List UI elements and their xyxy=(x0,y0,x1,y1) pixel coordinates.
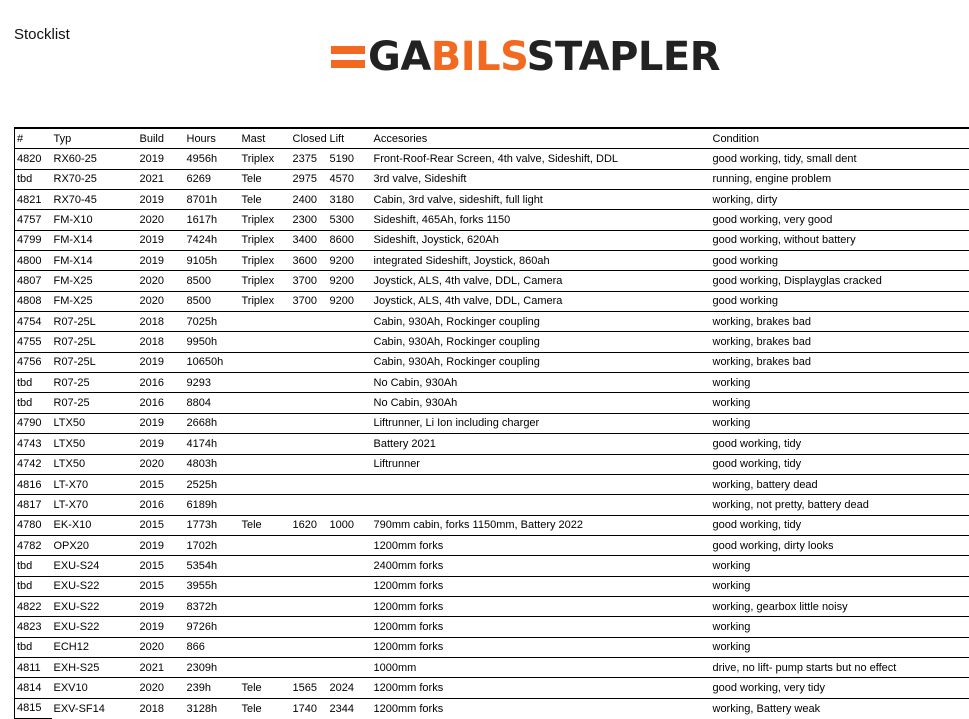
cell-build: 2015 xyxy=(138,515,185,535)
table-row xyxy=(15,495,969,515)
cell-build: 2019 xyxy=(138,596,185,616)
cell-closed: 2975 xyxy=(291,169,328,189)
cell-mast: Tele xyxy=(240,678,291,698)
cell-closed: 3700 xyxy=(291,291,328,311)
cell-condition: working, gearbox little noisy xyxy=(711,596,969,616)
table-row xyxy=(15,291,969,311)
cell-mast xyxy=(240,352,291,372)
table-row xyxy=(15,190,969,210)
cell-type: LTX50 xyxy=(52,434,138,454)
cell-hours: 9726h xyxy=(185,617,240,637)
cell-mast xyxy=(240,413,291,433)
cell-hours: 2309h xyxy=(185,657,240,677)
cell-mast xyxy=(240,637,291,657)
cell-lift xyxy=(328,596,372,616)
header-build: Build xyxy=(138,129,185,149)
cell-build: 2021 xyxy=(138,657,185,677)
cell-closed xyxy=(291,657,328,677)
table-row xyxy=(15,312,969,332)
cell-lift xyxy=(328,495,372,515)
cell-build: 2016 xyxy=(138,495,185,515)
table-row xyxy=(15,678,969,698)
cell-accessories: Joystick, ALS, 4th valve, DDL, Camera xyxy=(372,291,711,311)
cell-id: 4821 xyxy=(15,190,52,210)
cell-mast: Tele xyxy=(240,515,291,535)
cell-hours: 9105h xyxy=(185,251,240,271)
cell-type: RX60-25 xyxy=(52,149,138,169)
cell-hours: 1702h xyxy=(185,535,240,555)
cell-accessories: Cabin, 930Ah, Rockinger coupling xyxy=(372,352,711,372)
cell-hours: 8500 xyxy=(185,271,240,291)
cell-type: EXU-S22 xyxy=(52,576,138,596)
cell-mast xyxy=(240,535,291,555)
cell-build: 2020 xyxy=(138,291,185,311)
table-row xyxy=(15,434,969,454)
cell-condition: drive, no lift- pump starts but no effect xyxy=(711,657,969,677)
cell-closed xyxy=(291,393,328,413)
cell-lift xyxy=(328,373,372,393)
table-row xyxy=(15,352,969,372)
cell-accessories: No Cabin, 930Ah xyxy=(372,373,711,393)
cell-condition: good working, very good xyxy=(711,210,969,230)
cell-id: 4815 xyxy=(15,698,52,718)
cell-closed xyxy=(291,637,328,657)
cell-lift: 9200 xyxy=(328,251,372,271)
cell-condition: working, Battery weak xyxy=(711,698,969,718)
cell-hours: 4803h xyxy=(185,454,240,474)
cell-accessories: Liftrunner, Li Ion including charger xyxy=(372,413,711,433)
cell-condition: working, dirty xyxy=(711,190,969,210)
page-title: Stocklist xyxy=(14,26,70,43)
logo-text-part-1: GA xyxy=(368,34,431,80)
cell-build: 2019 xyxy=(138,413,185,433)
cell-closed xyxy=(291,556,328,576)
cell-condition: working, not pretty, battery dead xyxy=(711,495,969,515)
cell-lift xyxy=(328,617,372,637)
cell-closed xyxy=(291,373,328,393)
cell-hours: 7424h xyxy=(185,230,240,250)
cell-id: 4754 xyxy=(15,312,52,332)
header-mast: Mast xyxy=(240,129,291,149)
cell-id: tbd xyxy=(15,393,52,413)
cell-id: 4799 xyxy=(15,230,52,250)
cell-lift xyxy=(328,312,372,332)
table-row xyxy=(15,210,969,230)
cell-accessories: Sideshift, Joystick, 620Ah xyxy=(372,230,711,250)
cell-hours: 9950h xyxy=(185,332,240,352)
cell-build: 2016 xyxy=(138,373,185,393)
cell-id: 4823 xyxy=(15,617,52,637)
cell-accessories: Front-Roof-Rear Screen, 4th valve, Sideshift, DDL xyxy=(372,149,711,169)
cell-condition: good working, tidy xyxy=(711,434,969,454)
cell-type: FM-X25 xyxy=(52,271,138,291)
cell-id: 4814 xyxy=(15,678,52,698)
cell-closed: 3600 xyxy=(291,251,328,271)
cell-accessories: 1200mm forks xyxy=(372,596,711,616)
header-condition: Condition xyxy=(711,129,969,149)
cell-build: 2019 xyxy=(138,535,185,555)
cell-id: 4811 xyxy=(15,657,52,677)
cell-condition: working, brakes bad xyxy=(711,352,969,372)
cell-type: R07-25 xyxy=(52,393,138,413)
cell-accessories: Cabin, 3rd valve, sideshift, full light xyxy=(372,190,711,210)
table-row xyxy=(15,698,969,718)
cell-accessories: Sideshift, 465Ah, forks 1150 xyxy=(372,210,711,230)
cell-accessories: 1200mm forks xyxy=(372,576,711,596)
cell-id: tbd xyxy=(15,576,52,596)
cell-id: 4755 xyxy=(15,332,52,352)
cell-hours: 4956h xyxy=(185,149,240,169)
cell-id: tbd xyxy=(15,637,52,657)
cell-type: FM-X10 xyxy=(52,210,138,230)
table-row xyxy=(15,251,969,271)
cell-mast: Triplex xyxy=(240,251,291,271)
cell-lift xyxy=(328,535,372,555)
cell-mast xyxy=(240,332,291,352)
cell-lift xyxy=(328,637,372,657)
cell-build: 2020 xyxy=(138,271,185,291)
cell-id: tbd xyxy=(15,556,52,576)
logo-text-part-2: BILS xyxy=(431,34,527,80)
cell-hours: 8500 xyxy=(185,291,240,311)
cell-type: R07-25L xyxy=(52,352,138,372)
cell-build: 2020 xyxy=(138,678,185,698)
cell-mast xyxy=(240,495,291,515)
cell-mast xyxy=(240,434,291,454)
cell-accessories: 1200mm forks xyxy=(372,698,711,718)
cell-accessories: 2400mm forks xyxy=(372,556,711,576)
cell-accessories: 3rd valve, Sideshift xyxy=(372,169,711,189)
cell-build: 2019 xyxy=(138,230,185,250)
cell-condition: working, brakes bad xyxy=(711,332,969,352)
table-row xyxy=(15,515,969,535)
cell-id: 4820 xyxy=(15,149,52,169)
cell-hours: 8701h xyxy=(185,190,240,210)
cell-mast xyxy=(240,617,291,637)
cell-condition: working xyxy=(711,556,969,576)
header-type: Typ xyxy=(52,129,138,149)
cell-hours: 9293 xyxy=(185,373,240,393)
cell-build: 2015 xyxy=(138,556,185,576)
cell-build: 2019 xyxy=(138,617,185,637)
cell-lift xyxy=(328,576,372,596)
cell-lift: 2344 xyxy=(328,698,372,718)
cell-hours: 6269 xyxy=(185,169,240,189)
cell-accessories: Joystick, ALS, 4th valve, DDL, Camera xyxy=(372,271,711,291)
cell-type: R07-25L xyxy=(52,312,138,332)
header-accessories: Accesories xyxy=(372,129,711,149)
cell-build: 2020 xyxy=(138,454,185,474)
cell-accessories: No Cabin, 930Ah xyxy=(372,393,711,413)
cell-closed xyxy=(291,332,328,352)
cell-lift xyxy=(328,556,372,576)
cell-condition: good working, tidy xyxy=(711,515,969,535)
cell-lift: 2024 xyxy=(328,678,372,698)
cell-closed: 1565 xyxy=(291,678,328,698)
cell-mast xyxy=(240,454,291,474)
cell-type: OPX20 xyxy=(52,535,138,555)
cell-accessories: Battery 2021 xyxy=(372,434,711,454)
cell-build: 2015 xyxy=(138,576,185,596)
cell-condition: good working xyxy=(711,291,969,311)
cell-closed: 2300 xyxy=(291,210,328,230)
logo-stripes-icon xyxy=(331,44,365,70)
cell-type: FM-X14 xyxy=(52,230,138,250)
cell-lift: 9200 xyxy=(328,271,372,291)
cell-build: 2021 xyxy=(138,169,185,189)
cell-build: 2018 xyxy=(138,698,185,718)
cell-lift xyxy=(328,657,372,677)
cell-accessories: 1200mm forks xyxy=(372,678,711,698)
cell-hours: 239h xyxy=(185,678,240,698)
cell-type: EXH-S25 xyxy=(52,657,138,677)
cell-build: 2019 xyxy=(138,251,185,271)
cell-build: 2018 xyxy=(138,332,185,352)
cell-closed: 3400 xyxy=(291,230,328,250)
cell-hours: 1773h xyxy=(185,515,240,535)
cell-id: 4816 xyxy=(15,474,52,494)
cell-lift: 5300 xyxy=(328,210,372,230)
cell-condition: good working, tidy xyxy=(711,454,969,474)
cell-type: EXU-S22 xyxy=(52,596,138,616)
cell-condition: working, battery dead xyxy=(711,474,969,494)
table-row xyxy=(15,454,969,474)
table-row xyxy=(15,271,969,291)
cell-lift xyxy=(328,454,372,474)
table-header-row xyxy=(15,129,969,149)
cell-type: RX70-45 xyxy=(52,190,138,210)
cell-hours: 2668h xyxy=(185,413,240,433)
cell-build: 2019 xyxy=(138,190,185,210)
cell-type: LT-X70 xyxy=(52,495,138,515)
cell-condition: good working, Displayglas cracked xyxy=(711,271,969,291)
cell-condition: working xyxy=(711,393,969,413)
cell-condition: working xyxy=(711,373,969,393)
stocklist-table xyxy=(14,129,969,719)
cell-condition: good working, without battery xyxy=(711,230,969,250)
cell-hours: 3955h xyxy=(185,576,240,596)
cell-build: 2019 xyxy=(138,149,185,169)
cell-lift: 8600 xyxy=(328,230,372,250)
cell-condition: good working, very tidy xyxy=(711,678,969,698)
cell-accessories xyxy=(372,495,711,515)
cell-mast: Triplex xyxy=(240,149,291,169)
cell-closed: 1740 xyxy=(291,698,328,718)
cell-closed xyxy=(291,434,328,454)
cell-hours: 10650h xyxy=(185,352,240,372)
cell-lift xyxy=(328,474,372,494)
cell-mast: Triplex xyxy=(240,230,291,250)
cell-condition: good working, tidy, small dent xyxy=(711,149,969,169)
cell-build: 2019 xyxy=(138,434,185,454)
cell-closed xyxy=(291,535,328,555)
cell-build: 2019 xyxy=(138,352,185,372)
header-id: # xyxy=(15,129,52,149)
cell-mast xyxy=(240,393,291,413)
cell-type: LT-X70 xyxy=(52,474,138,494)
cell-type: ECH12 xyxy=(52,637,138,657)
cell-mast xyxy=(240,596,291,616)
cell-id: tbd xyxy=(15,169,52,189)
cell-lift xyxy=(328,332,372,352)
cell-closed xyxy=(291,576,328,596)
cell-id: 4808 xyxy=(15,291,52,311)
cell-id: 4756 xyxy=(15,352,52,372)
table-row xyxy=(15,535,969,555)
cell-mast xyxy=(240,474,291,494)
cell-hours: 3128h xyxy=(185,698,240,718)
table-row xyxy=(15,332,969,352)
table-row xyxy=(15,413,969,433)
cell-mast xyxy=(240,556,291,576)
cell-type: EXV-SF14 xyxy=(52,698,138,718)
cell-lift xyxy=(328,393,372,413)
cell-type: EXU-S24 xyxy=(52,556,138,576)
table-row xyxy=(15,373,969,393)
cell-closed: 3700 xyxy=(291,271,328,291)
table-row xyxy=(15,596,969,616)
table-row xyxy=(15,617,969,637)
cell-accessories: Cabin, 930Ah, Rockinger coupling xyxy=(372,332,711,352)
logo-wordmark xyxy=(368,37,720,77)
cell-accessories xyxy=(372,474,711,494)
cell-hours: 8372h xyxy=(185,596,240,616)
table-row xyxy=(15,149,969,169)
cell-closed xyxy=(291,596,328,616)
table-row xyxy=(15,637,969,657)
cell-type: R07-25L xyxy=(52,332,138,352)
cell-type: R07-25 xyxy=(52,373,138,393)
cell-accessories: 1200mm forks xyxy=(372,535,711,555)
cell-closed xyxy=(291,454,328,474)
cell-accessories: 1200mm forks xyxy=(372,617,711,637)
cell-mast xyxy=(240,576,291,596)
cell-condition: running, engine problem xyxy=(711,169,969,189)
cell-closed xyxy=(291,312,328,332)
cell-hours: 6189h xyxy=(185,495,240,515)
cell-lift xyxy=(328,434,372,454)
cell-id: 4790 xyxy=(15,413,52,433)
cell-id: 4822 xyxy=(15,596,52,616)
cell-lift: 3180 xyxy=(328,190,372,210)
table-row xyxy=(15,556,969,576)
cell-mast: Triplex xyxy=(240,291,291,311)
company-logo xyxy=(331,36,720,78)
cell-condition: working, brakes bad xyxy=(711,312,969,332)
cell-type: EK-X10 xyxy=(52,515,138,535)
cell-build: 2020 xyxy=(138,637,185,657)
cell-id: 4742 xyxy=(15,454,52,474)
cell-id: tbd xyxy=(15,373,52,393)
table-row xyxy=(15,393,969,413)
cell-condition: working xyxy=(711,617,969,637)
cell-id: 4782 xyxy=(15,535,52,555)
cell-mast: Triplex xyxy=(240,271,291,291)
cell-mast: Tele xyxy=(240,190,291,210)
cell-id: 4743 xyxy=(15,434,52,454)
cell-accessories: Liftrunner xyxy=(372,454,711,474)
cell-lift: 4570 xyxy=(328,169,372,189)
cell-closed xyxy=(291,413,328,433)
cell-condition: good working xyxy=(711,251,969,271)
cell-accessories: 1200mm forks xyxy=(372,637,711,657)
cell-id: 4780 xyxy=(15,515,52,535)
cell-closed: 2400 xyxy=(291,190,328,210)
cell-condition: good working, dirty looks xyxy=(711,535,969,555)
cell-type: RX70-25 xyxy=(52,169,138,189)
cell-accessories: integrated Sideshift, Joystick, 860ah xyxy=(372,251,711,271)
cell-type: LTX50 xyxy=(52,454,138,474)
cell-closed xyxy=(291,352,328,372)
table-row xyxy=(15,169,969,189)
cell-build: 2016 xyxy=(138,393,185,413)
cell-mast: Tele xyxy=(240,169,291,189)
cell-lift xyxy=(328,413,372,433)
cell-mast xyxy=(240,312,291,332)
cell-closed xyxy=(291,474,328,494)
cell-type: EXV10 xyxy=(52,678,138,698)
logo-text-part-3: STAPLER xyxy=(527,34,720,80)
table-row xyxy=(15,657,969,677)
cell-condition: working xyxy=(711,637,969,657)
cell-lift: 1000 xyxy=(328,515,372,535)
cell-hours: 2525h xyxy=(185,474,240,494)
cell-mast xyxy=(240,373,291,393)
cell-mast: Tele xyxy=(240,698,291,718)
cell-condition: working xyxy=(711,413,969,433)
cell-hours: 4174h xyxy=(185,434,240,454)
cell-id: 4800 xyxy=(15,251,52,271)
cell-lift: 9200 xyxy=(328,291,372,311)
table-row xyxy=(15,474,969,494)
cell-closed xyxy=(291,617,328,637)
cell-type: EXU-S22 xyxy=(52,617,138,637)
cell-type: FM-X25 xyxy=(52,291,138,311)
cell-hours: 8804 xyxy=(185,393,240,413)
cell-closed: 2375 xyxy=(291,149,328,169)
header-lift: Lift xyxy=(328,129,372,149)
cell-hours: 1617h xyxy=(185,210,240,230)
cell-hours: 5354h xyxy=(185,556,240,576)
table-row xyxy=(15,576,969,596)
cell-accessories: Cabin, 930Ah, Rockinger coupling xyxy=(372,312,711,332)
cell-id: 4807 xyxy=(15,271,52,291)
cell-lift: 5190 xyxy=(328,149,372,169)
cell-closed: 1620 xyxy=(291,515,328,535)
cell-condition: working xyxy=(711,576,969,596)
cell-id: 4817 xyxy=(15,495,52,515)
cell-build: 2020 xyxy=(138,210,185,230)
cell-closed xyxy=(291,495,328,515)
cell-type: LTX50 xyxy=(52,413,138,433)
cell-mast: Triplex xyxy=(240,210,291,230)
cell-accessories: 790mm cabin, forks 1150mm, Battery 2022 xyxy=(372,515,711,535)
cell-hours: 7025h xyxy=(185,312,240,332)
table-row xyxy=(15,230,969,250)
header-hours: Hours xyxy=(185,129,240,149)
cell-build: 2018 xyxy=(138,312,185,332)
cell-hours: 866 xyxy=(185,637,240,657)
cell-id: 4757 xyxy=(15,210,52,230)
header-closed: Closed xyxy=(291,129,328,149)
cell-lift xyxy=(328,352,372,372)
cell-type: FM-X14 xyxy=(52,251,138,271)
cell-build: 2015 xyxy=(138,474,185,494)
cell-accessories: 1000mm xyxy=(372,657,711,677)
cell-mast xyxy=(240,657,291,677)
